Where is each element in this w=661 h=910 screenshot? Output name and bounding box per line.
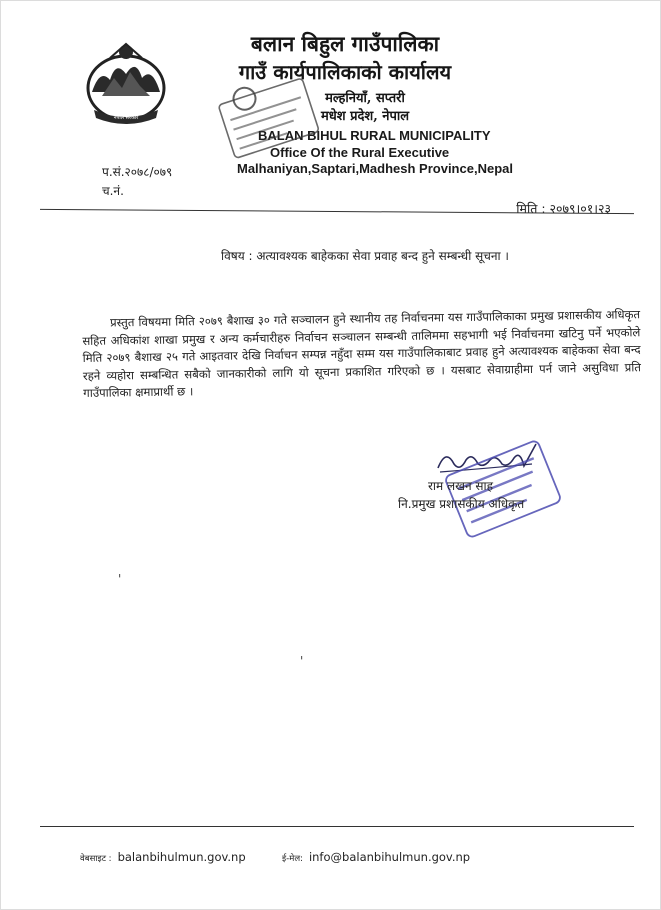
stray-mark: ' <box>300 654 304 668</box>
footer-divider <box>40 826 634 827</box>
footer-website <box>80 850 246 864</box>
website-label: वेबसाइट : <box>80 854 112 864</box>
place-np: मल्हनियाँ, सप्तरी <box>325 91 405 106</box>
stray-mark: ' <box>118 572 122 586</box>
nepal-emblem-logo <box>80 40 172 126</box>
letter-date: मिति : २०७९।०१।२३ <box>516 201 611 216</box>
notice-body <box>82 306 641 403</box>
office-name-np: गाउँ कार्यपालिकाको कार्यालय <box>238 60 452 84</box>
municipality-name-np: बलान बिहुल गाउँपालिका <box>250 31 440 56</box>
subject-line: विषय : अत्यावश्यक बाहेकका सेवा प्रवाह बन्द हुने सम्बन्धी सूचना । <box>221 249 509 263</box>
body-paragraph: प्रस्तुत विषयमा मिति २०७९ बैशाख ३० गते सञ्चालन हुने स्थानीय तह निर्वाचनमा यस गाउँपालिकाका प्रमुख प्रशासकीय अधिकृत सहित अधिकांश शाखा प्रमुख र अन्य कर्मचारीहरु निर्वाचन सञ्चालन सम्बन्धी तालिममा सहभागी भई निर्वाचनमा खटिनु पर्ने भएकोले मिति २०७९ बैशाख २५ गते आइतवार देखि निर्वाचन सम्पन्न नहुँदा सम्म यस गाउँपालिकाबाट प्रवाह हुने अत्यावश्यक बाहेकका सेवा बन्द रहने व्यहोरा सम्बन्धित सबैको जानकारीको लागि यो सूचना प्रकाशित गरिएको छ । यसबाट सेवाग्राहीमा पर्न जाने असुविधा प्रति गाउँपालिका क्षमाप्रार्थी छ । <box>82 307 641 401</box>
signer-title: नि.प्रमुख प्रशासकीय अधिकृत <box>398 497 525 511</box>
dispatch-number: च.नं. <box>102 184 124 198</box>
footer-email <box>282 850 470 864</box>
municipality-name-en: BALAN BIHUL RURAL MUNICIPALITY <box>258 128 491 143</box>
province-np: मधेश प्रदेश, नेपाल <box>320 109 410 124</box>
office-name-en: Office Of the Rural Executive <box>270 145 450 160</box>
signer-name: राम लखन साह <box>428 479 494 493</box>
email-label: ई-मेल: <box>282 854 303 864</box>
email-link[interactable]: info@balanbihulmun.gov.np <box>308 850 471 864</box>
reference-block <box>102 163 172 201</box>
website-link[interactable]: balanbihulmun.gov.np <box>117 850 246 864</box>
svg-text:नेपाल सरकार: नेपाल सरकार <box>113 115 139 121</box>
reference-number: प.सं.२०७८/०७९ <box>102 165 173 179</box>
address-en: Malhaniyan,Saptari,Madhesh Province,Nepal <box>237 161 513 176</box>
signer-block <box>398 477 598 513</box>
